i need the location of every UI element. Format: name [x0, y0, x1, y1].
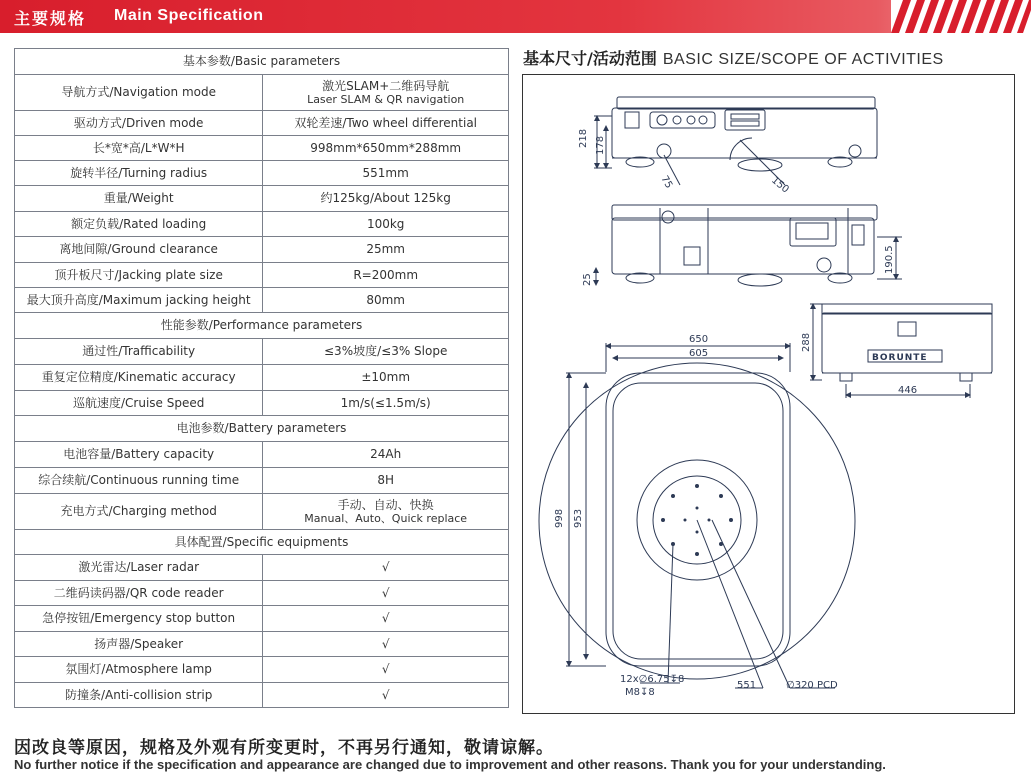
header-title-cn: 主要规格	[14, 9, 87, 28]
row-value-line1: 激光SLAM+二维码导航	[322, 78, 450, 93]
row-value-line2: Manual、Auto、Quick replace	[304, 511, 468, 525]
row-value: 24Ah	[263, 442, 509, 468]
dim-150: 150	[769, 174, 791, 196]
row-label: 重复定位精度/Kinematic accuracy	[15, 365, 263, 391]
row-value: 约125kg/About 125kg	[263, 186, 509, 212]
dim-446: 446	[898, 385, 918, 396]
footer-notice-en: No further notice if the specification and appearance are changed due to improvement and other reasons. Thank you for your understanding.	[14, 757, 886, 772]
row-label: 激光雷达/Laser radar	[15, 555, 263, 581]
row-value: 100kg	[263, 212, 509, 237]
row-value: 双轮差速/Two wheel differential	[263, 111, 509, 136]
dim-75: 75	[658, 174, 675, 191]
check-mark: √	[263, 581, 509, 606]
row-label: 防撞条/Anti-collision strip	[15, 683, 263, 708]
dim-25: 25	[582, 273, 593, 286]
row-label: 巡航速度/Cruise Speed	[15, 391, 263, 416]
row-value: 8H	[263, 468, 509, 494]
row-value: R=200mm	[263, 263, 509, 288]
row-value-line2: Laser SLAM & QR navigation	[307, 92, 465, 106]
dim-178: 178	[595, 135, 606, 155]
row-value-line1: 手动、自动、快换	[337, 497, 434, 512]
dim-551: 551	[737, 680, 757, 691]
section-title-battery: 电池参数/Battery parameters	[15, 416, 509, 442]
brand-logo: BORUNTE	[872, 353, 928, 363]
drawing-title-en: BASIC SIZE/SCOPE OF ACTIVITIES	[662, 51, 944, 68]
row-label: 长*宽*高/L*W*H	[15, 136, 263, 161]
row-label: 扬声器/Speaker	[15, 632, 263, 657]
row-label: 驱动方式/Driven mode	[15, 111, 263, 136]
row-label: 氛围灯/Atmosphere lamp	[15, 657, 263, 683]
dim-thread: M8↧8	[625, 687, 655, 698]
dim-605: 605	[689, 348, 709, 359]
header-title-en: Main Specification	[114, 7, 264, 24]
row-label: 顶升板尺寸/Jacking plate size	[15, 263, 263, 288]
row-label: 急停按钮/Emergency stop button	[15, 606, 263, 632]
row-value: ±10mm	[263, 365, 509, 391]
check-mark: √	[263, 555, 509, 581]
section-title-performance: 性能参数/Performance parameters	[15, 313, 509, 339]
dim-holes: 12x∅6.75↧8	[620, 674, 685, 685]
row-value: 998mm*650mm*288mm	[263, 136, 509, 161]
section-title-basic: 基本参数/Basic parameters	[15, 49, 509, 75]
row-label: 电池容量/Battery capacity	[15, 442, 263, 468]
spec-table	[14, 48, 509, 708]
row-value	[263, 75, 509, 111]
drawing-title-cn: 基本尺寸/活动范围	[523, 49, 657, 68]
section-title-equipments: 具体配置/Specific equipments	[15, 530, 509, 555]
row-value	[263, 494, 509, 530]
drawing-frame	[522, 74, 1015, 714]
check-mark: √	[263, 657, 509, 683]
dim-998: 998	[554, 508, 565, 528]
row-value: 551mm	[263, 161, 509, 186]
row-label: 旋转半径/Turning radius	[15, 161, 263, 186]
row-label: 重量/Weight	[15, 186, 263, 212]
dim-pcd: ∅320 PCD	[786, 680, 838, 691]
drawing-title	[523, 46, 944, 69]
footer-notice-cn: 因改良等原因，规格及外观有所变更时，不再另行通知，敬请谅解。	[14, 738, 554, 758]
row-label: 二维码读码器/QR code reader	[15, 581, 263, 606]
row-label: 充电方式/Charging method	[15, 494, 263, 530]
check-mark: √	[263, 683, 509, 708]
row-label: 通过性/Trafficability	[15, 339, 263, 365]
check-mark: √	[263, 632, 509, 657]
row-label: 离地间隙/Ground clearance	[15, 237, 263, 263]
row-label: 综合续航/Continuous running time	[15, 468, 263, 494]
row-label: 额定负载/Rated loading	[15, 212, 263, 237]
dim-953: 953	[573, 508, 584, 528]
row-value: 25mm	[263, 237, 509, 263]
row-value: 80mm	[263, 288, 509, 313]
row-value: ≤3%坡度/≤3% Slope	[263, 339, 509, 365]
dim-190-5: 190.5	[884, 245, 895, 274]
dim-218: 218	[578, 128, 589, 148]
row-value: 1m/s(≤1.5m/s)	[263, 391, 509, 416]
dim-288: 288	[801, 332, 812, 352]
row-label: 最大顶升高度/Maximum jacking height	[15, 288, 263, 313]
check-mark: √	[263, 606, 509, 632]
header-bar	[0, 0, 1031, 33]
header-stripes-decoration	[891, 0, 1031, 33]
row-label: 导航方式/Navigation mode	[15, 75, 263, 111]
dim-650: 650	[689, 334, 709, 345]
